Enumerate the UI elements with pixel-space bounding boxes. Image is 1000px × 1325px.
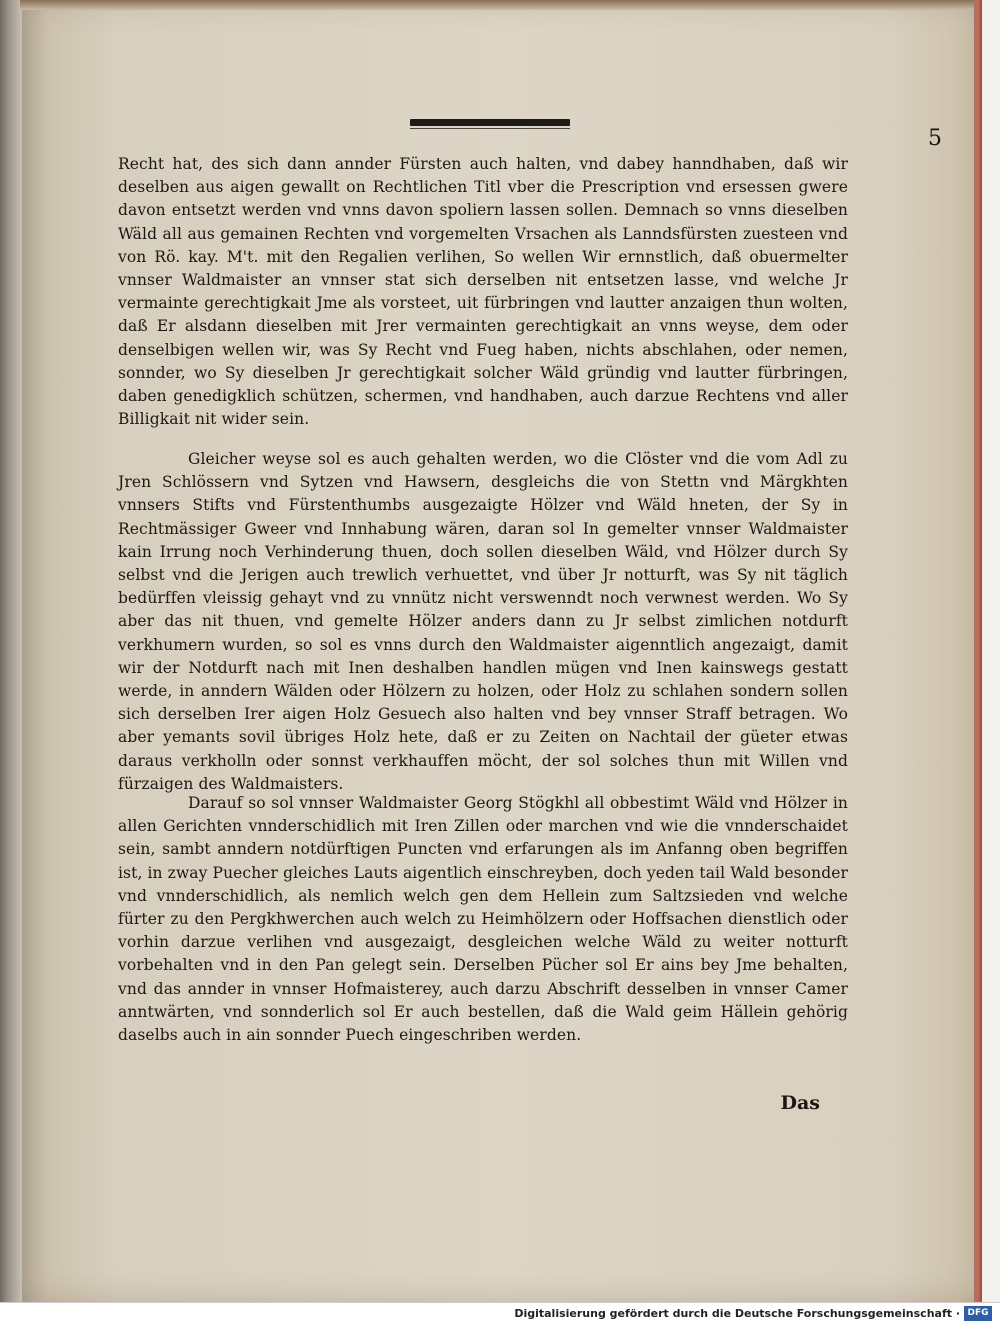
page-right-edge [974,0,982,1302]
paragraph-1 [118,153,848,431]
page-left-edge [0,0,22,1302]
page-top-edge [20,0,982,10]
footer-credit: Digitalisierung gefördert durch die Deutsche Forschungsgemeinschaft · [514,1307,960,1320]
footer-bar [0,1302,1000,1325]
paragraph-3 [118,792,848,1047]
dfg-logo-icon: DFG [964,1306,992,1321]
header-rule [410,119,570,126]
catchword: Das [780,1092,820,1114]
page-number: 5 [928,126,942,151]
paragraph-3-text: Darauf so sol vnnser Waldmaister Georg Stögkhl all obbestimt Wäld vnd Hölzer in allen Gerichten vnnderschidlich mit Iren Zillen oder marchen vnd wie die vnnderschaidet sein, sambt anndern notdürftigen Puncten vnd erfarungen als im Anfanng oben begriffen ist, in zway Puecher gleiches Lauts aigentlich einschreyben, doch yeden tail Wald besonder vnd vnnderschidlich, als nemlich welch gen dem Hellein zum Saltzsieden vnd welche fürter zu den Pergkhwerchen auch welch zu Heimhölzern oder Hoffsachen dienstlich oder vorhin darzue verlihen vnd ausgezaigt, desgleichen welche Wäld zu weiter notturft vorbehalten vnd in den Pan gelegt sein. Derselben Pücher sol Er ains bey Jme behalten, vnd das annder in vnnser Hofmaisterey, auch darzu Abschrift desselben in vnnser Camer anntwärten, vnd sonnderlich sol Er auch bestellen, daß die Wald geim Hällein gehörig daselbs auch in ain sonnder Puech eingeschriben werden. [118,794,848,1045]
paragraph-2 [118,448,848,796]
paragraph-2-text: Gleicher weyse sol es auch gehalten werden, wo die Clöster vnd die vom Adl zu Jren Schlössern vnd Sytzen vnd Hawsern, desgleichs die von Stettn vnd Märgkhten vnnsers Stifts vnd Fürstenthumbs ausgezaigte Hölzer vnd Wäld hneten, der Sy in Rechtmässiger Gweer vnd Innhabung wären, daran sol In gemelter vnnser Waldmaister kain Irrung noch Verhinderung thuen, doch sollen dieselben Wäld, vnd Hölzer durch Sy selbst vnd die Jerigen auch trewlich verhuettet, vnd über Jr notturft, was Sy nit täglich bedürffen vleissig gehayt vnd zu vnnütz nicht verswenndt noch verwnest werden. Wo Sy aber das nit thuen, vnd gemelte Hölzer anders dann zu Jr selbst zimlichen notdurft verkhumern wurden, so sol es vnns durch den Waldmaister aigenntlich angezaigt, damit wir der Notdurft nach mit Inen deshalben handlen mügen vnd Inen kainswegs gestatt werde, in anndern Wälden oder Hölzern zu holzen, oder Holz zu schlahen sondern sollen sich derselben Irer aigen Holz Gesuech also halten vnd bey vnnser Straff betragen. Wo aber yemants sovil übriges Holz hete, daß er zu Zeiten on Nachtail der güeter etwas daraus verkholln oder sonnst verkhauffen möcht, der sol solches thun mit Willen vnd fürzaigen des Waldmaisters. [118,450,848,793]
paragraph-1-text: Recht hat, des sich dann annder Fürsten auch halten, vnd dabey hanndhaben, daß wir deselben aus aigen gewallt on Rechtlichen Titl vber die Prescription vnd ersessen gwere davon entsetzt werden vnd vnns davon spoliern lassen sollen. Demnach so vnns dieselben Wäld all aus gemainen Rechten vnd vorgemelten Vrsachen als Lanndsfürsten zuesteen vnd von Rö. kay. M't. mit den Regalien verlihen, So wellen Wir ernnstlich, daß obuermelter vnnser Waldmaister an vnnser stat sich derselben nit entsetzen lasse, vnd welche Jr vermainte gerechtigkait Jme als vorsteet, uit fürbringen vnd lautter anzaigen thun wolten, daß Er alsdann dieselben mit Jrer vermainten gerechtigkait an vnns weyse, dem oder denselbigen wellen wir, was Sy Recht vnd Fueg haben, nichts abschlahen, oder nemen, sonnder, wo Sy dieselben Jr gerechtigkait solcher Wäld gründig vnd lautter fürbringen, daben genedigklich schützen, schermen, vnd handhaben, auch darzue Rechtens vnd aller Billigkait nit wider sein. [118,155,848,429]
